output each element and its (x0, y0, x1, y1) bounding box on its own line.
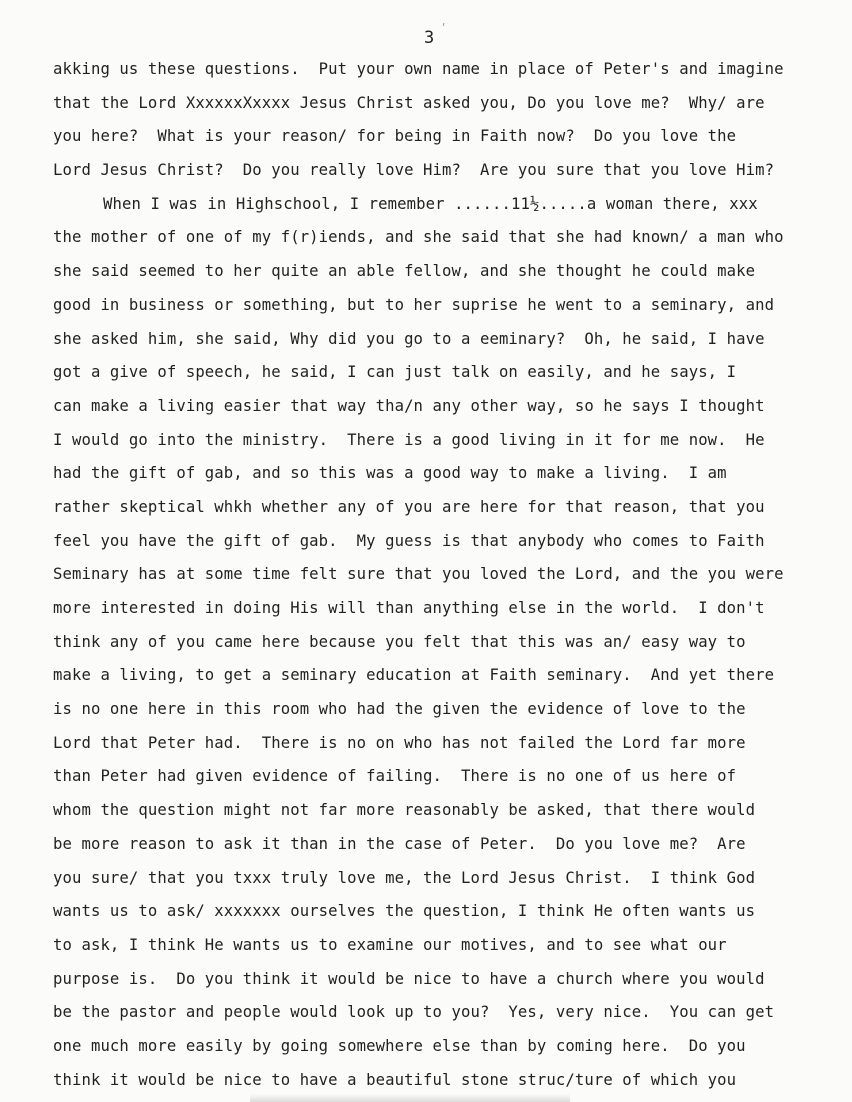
typed-text-body (53, 58, 843, 1102)
text-line: be the pastor and people would look up to you? Yes, very nice. You can get (53, 1003, 775, 1022)
text-line: more interested in doing His will than anything else in the world. I don't (53, 599, 765, 617)
text-line: is no one here in this room who had the given the evidence of love to the (53, 700, 746, 719)
text-line: Seminary has at some time felt sure that you loved the Lord, and the you were (53, 565, 784, 584)
text-line: think it would be nice to have a beautiful stone struc/ture of which you (53, 1070, 737, 1089)
text-line: make a living, to get a seminary education at Faith seminary. And yet there (53, 666, 775, 685)
text-line: got a give of speech, he said, I can just talk on easily, and he says, I (53, 363, 737, 382)
scan-edge-smudge (250, 1094, 570, 1102)
text-line: had the gift of gab, and so this was a good way to make a living. I am (53, 464, 727, 483)
text-line: Lord that Peter had. There is no on who has not failed the Lord far more (53, 733, 746, 752)
text-line: whom the question might not far more reasonably be asked, that there would (53, 801, 756, 820)
text-line: the mother of one of my f(r)iends, and she said that she had known/ a man who (53, 228, 784, 247)
text-line: can make a living easier that way tha/n any other way, so he says I thought (53, 396, 765, 415)
text-line: be more reason to ask it than in the case of Peter. Do you love me? Are (53, 834, 746, 853)
text-line: she asked him, she said, Why did you go to a eeminary? Oh, he said, I have (53, 329, 765, 348)
text-line: one much more easily by going somewhere else than by coming here. Do you (53, 1036, 746, 1055)
text-line: than Peter had given evidence of failing. There is no one of us here of (53, 767, 737, 786)
text-line: purpose is. Do you think it would be nice to have a church where you would (53, 969, 765, 988)
text-line: good in business or something, but to her suprise he went to a seminary, and (53, 295, 775, 314)
text-line: to ask, I think He wants us to examine our motives, and to see what our (53, 935, 727, 954)
text-line: Lord Jesus Christ? Do you really love Him? Are you sure that you love Him? (53, 161, 775, 180)
text-line: akking us these questions. Put your own name in place of Peter's and imagine (53, 60, 784, 78)
text-line: she said seemed to her quite an able fellow, and she thought he could make (53, 262, 756, 281)
text-line: wants us to ask/ xxxxxxx ourselves the question, I think He often wants us (53, 902, 756, 921)
text-line: you sure/ that you txxx truly love me, the Lord Jesus Christ. I think God (53, 868, 756, 887)
text-line: that the Lord XxxxxxXxxxx Jesus Christ asked you, Do you love me? Why/ are (53, 93, 765, 112)
text-line: I would go into the ministry. There is a good living in it for me now. He (53, 430, 765, 449)
text-line: feel you have the gift of gab. My guess is that anybody who comes to Faith (53, 531, 765, 550)
text-line-paragraph-start: When I was in Highschool, I remember ......11½.....a woman there, xxx (103, 194, 758, 213)
text-line: rather skeptical whkh whether any of you are here for that reason, that you (53, 497, 765, 516)
text-line: you here? What is your reason/ for being in Faith now? Do you love the (53, 127, 737, 146)
page-mark: ʹ (440, 22, 448, 36)
text-line: think any of you came here because you felt that this was an/ easy way to (53, 632, 746, 651)
page-number: 3 (424, 28, 435, 48)
